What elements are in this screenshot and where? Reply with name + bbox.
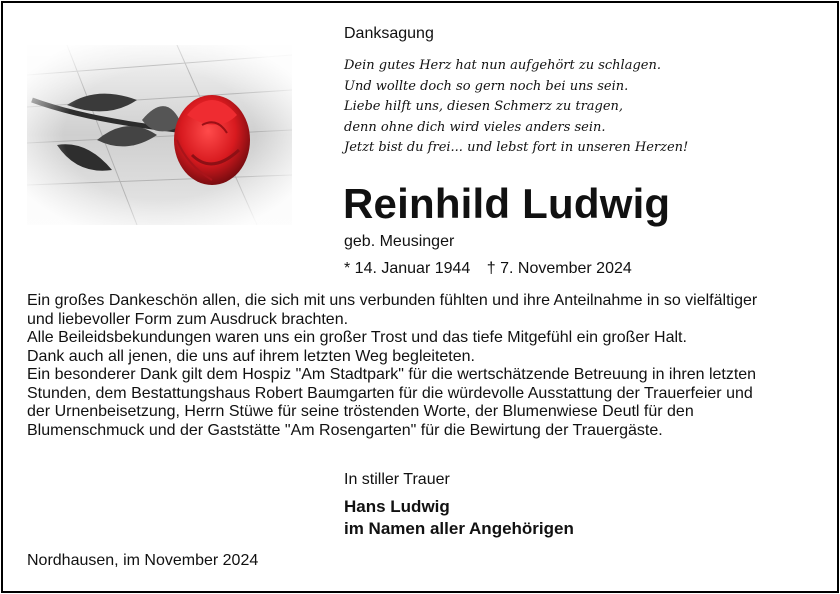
poem bbox=[344, 56, 688, 159]
signer-name: Hans Ludwig bbox=[344, 497, 450, 516]
signer-note: im Namen aller Angehörigen bbox=[344, 519, 574, 538]
poem-line: Dein gutes Herz hat nun aufgehört zu schlagen. bbox=[344, 58, 661, 73]
text-line: Ein großes Dankeschön allen, die sich mit uns verbunden fühlten und ihre Anteilnahme in so vielfältiger bbox=[27, 292, 758, 309]
text-line: und liebevoller Form zum Ausdruck brachten. bbox=[27, 310, 349, 328]
place-date: Nordhausen, im November 2024 bbox=[27, 552, 259, 569]
text-line: Dank auch all jenen, die uns auf ihrem letzten Weg begleiteten. bbox=[27, 347, 475, 365]
poem-line: Und wollte doch so gern noch bei uns sein. bbox=[344, 78, 629, 94]
text-line: Blumenschmuck und der Gaststätte "Am Rosengarten" für die Bewirtung der Trauergäste. bbox=[27, 421, 663, 439]
text-line: Stunden, dem Bestattungshaus Robert Baumgarten für die würdevolle Ausstattung der Trauerfeier und bbox=[27, 384, 753, 402]
birth-date: * 14. Januar 1944 bbox=[344, 260, 471, 277]
poem-line: Jetzt bist du frei... und lebst fort in unseren Herzen! bbox=[344, 140, 689, 155]
text-line: Ein besonderer Dank gilt dem Hospiz "Am Stadtpark" für die wertschätzende Betreuung in ihren letzten bbox=[27, 366, 757, 383]
rose-photo bbox=[27, 45, 292, 225]
heading: Danksagung bbox=[344, 25, 434, 42]
life-dates bbox=[344, 260, 644, 278]
text-line: der Urnenbeisetzung, Herrn Stüwe für seine tröstenden Worte, der Blumenwiese Deutl für den bbox=[27, 403, 694, 420]
death-date: † 7. November 2024 bbox=[486, 260, 632, 277]
signer-block bbox=[344, 496, 574, 540]
poem-line: Liebe hilft uns, diesen Schmerz zu tragen, bbox=[344, 99, 624, 114]
poem-line: denn ohne dich wird vieles anders sein. bbox=[344, 119, 606, 135]
deceased-name: Reinhild Ludwig bbox=[343, 180, 671, 227]
maiden-name: geb. Meusinger bbox=[344, 233, 455, 250]
thanks-text bbox=[27, 292, 827, 440]
text-line: Alle Beileidsbekundungen waren uns ein großer Trost und das tiefe Mitgefühl ein großer Halt. bbox=[27, 329, 687, 346]
mourning-line: In stiller Trauer bbox=[344, 471, 450, 488]
